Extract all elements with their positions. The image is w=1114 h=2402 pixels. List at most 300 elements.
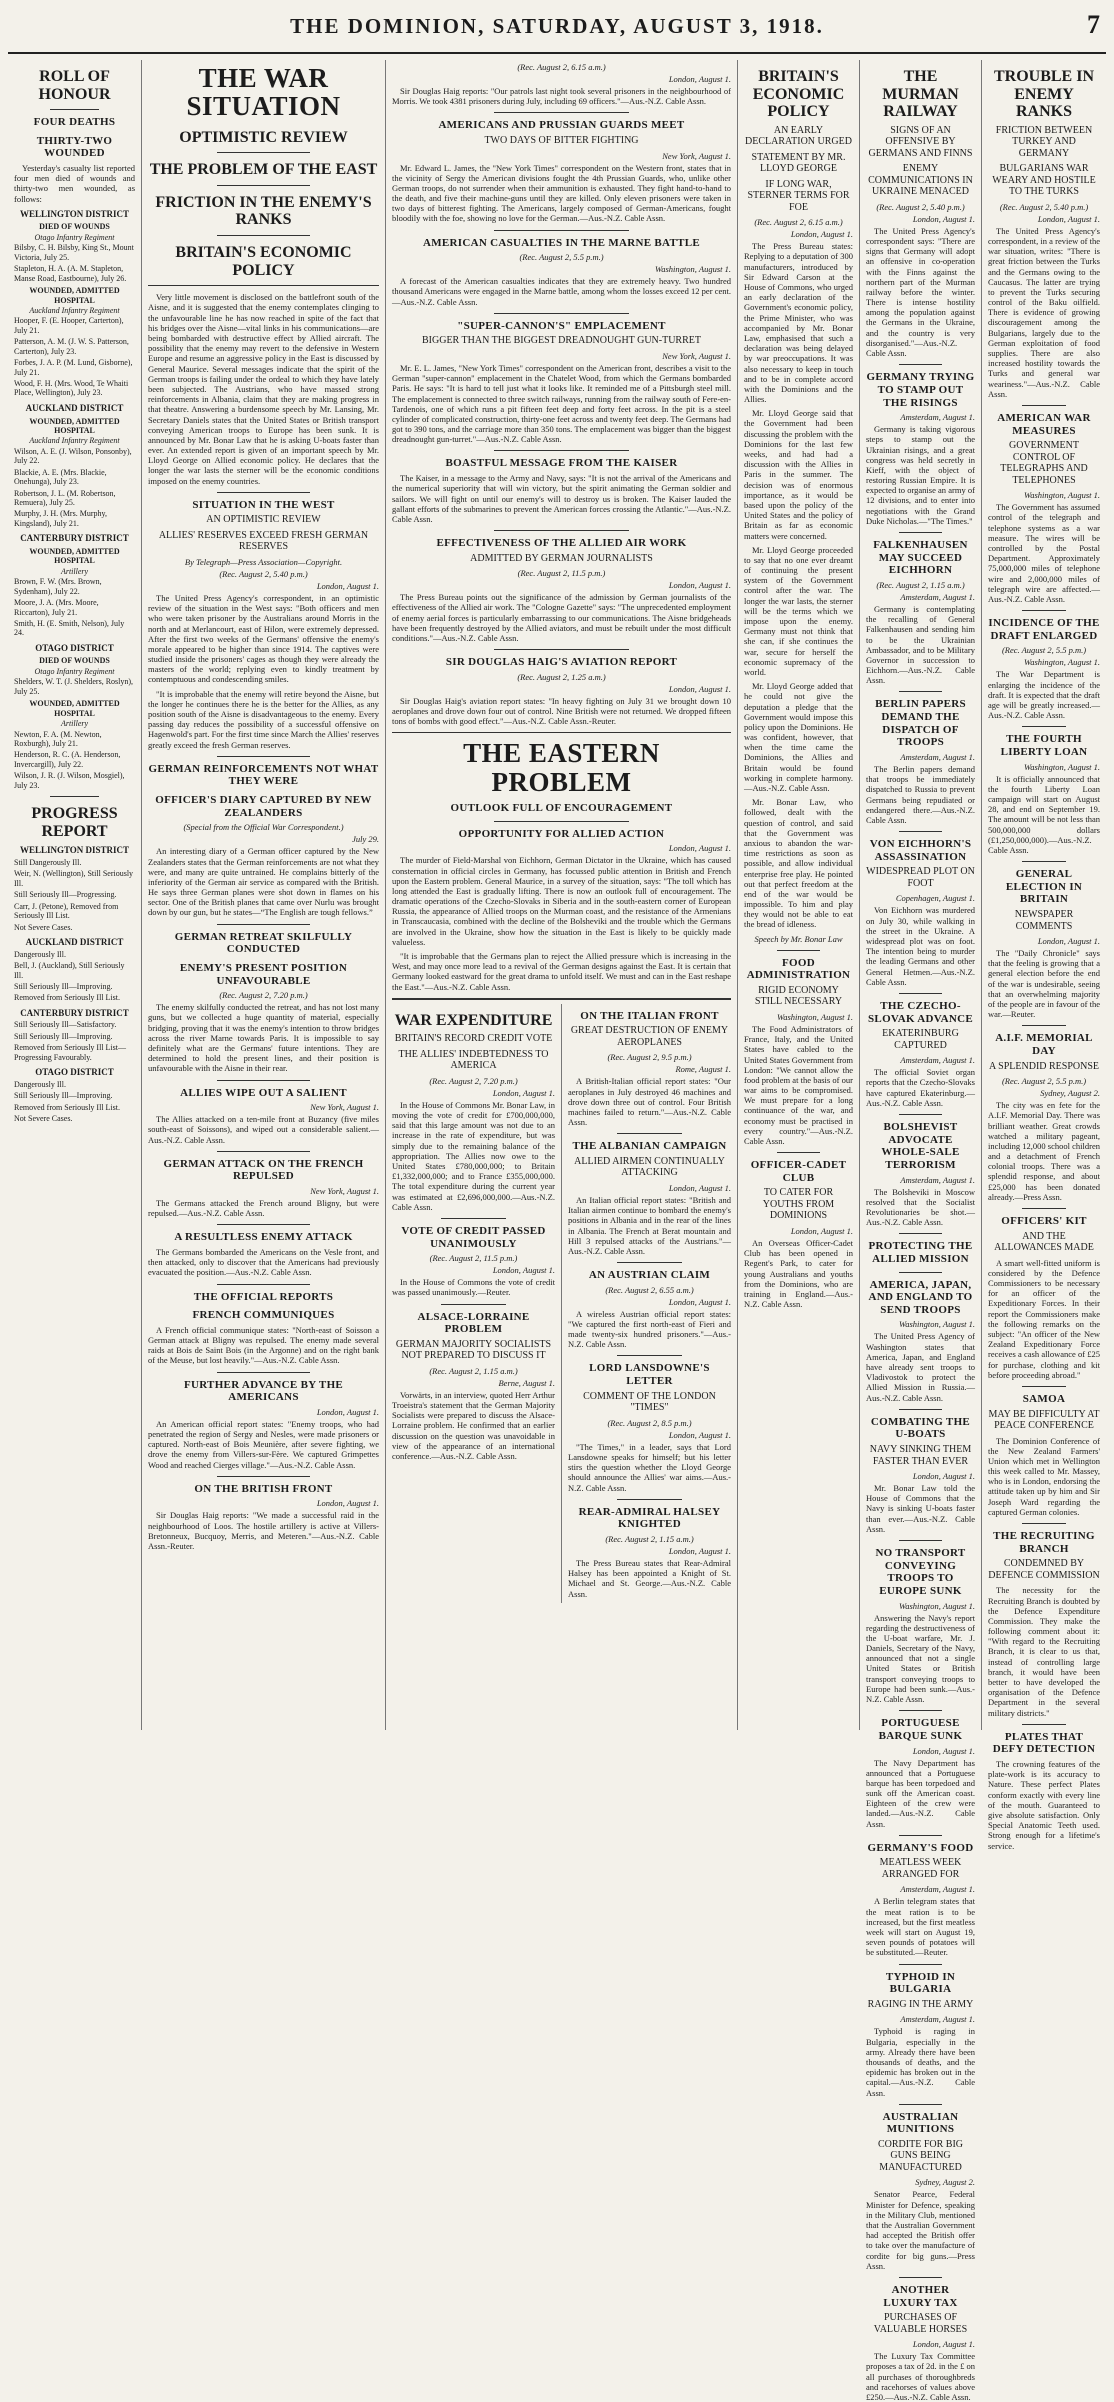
progress-entry: Removed from Seriously Ill List. <box>14 993 120 1003</box>
article-headline: AMERICAN WAR MEASURES <box>997 411 1091 437</box>
article-paragraph: It is officially announced that the fourth Liberty Loan campaign will start on August 28, and end on September 19. The amount will be not less than 500,000,000 dollars (£1,250,000,000).—Aus.-N.Z. Cable Assn. <box>988 773 1100 855</box>
article-deck: MEATLESS WEEK ARRANGED FOR <box>879 1857 962 1880</box>
category-heading: DIED OF WOUNDS <box>39 222 110 232</box>
article-dateline: New York, August 1. <box>310 1186 379 1196</box>
category-heading: WOUNDED, ADMITTED HOSPITAL <box>29 546 120 566</box>
casualty-entry: Murphy, J. H. (Mrs. Murphy, Kingsland), July 21. <box>14 509 107 528</box>
casualty-entry: Wilson, J. R. (J. Wilson, Mosgiel), July 23. <box>14 771 125 790</box>
progress-entry: Still Seriously Ill—Progressing. <box>14 890 117 900</box>
article-deck: FRICTION BETWEEN TURKEY AND GERMANY <box>995 124 1093 159</box>
article-paragraph: Mr. Lloyd George proceeded to say that no one ever dreamt of continuing the present system of the Government control after the war. The longer the war lasts, the sterner will be the terms which we impose upon the enemy. Germany must not think that she can, if she continues the war, secure for herself the economic supremacy of the world. <box>744 544 853 677</box>
article-dateline: Washington, August 1. <box>898 1319 975 1330</box>
article-dateline: London, August 1. <box>492 1087 555 1098</box>
unit-heading: Auckland Infantry Regiment <box>29 436 120 446</box>
article-dateline: London, August 1. <box>912 1745 975 1756</box>
article-dateline: London, August 1. <box>790 1225 853 1236</box>
article-deck: EKATERINBURG CAPTURED <box>882 1028 959 1051</box>
article-paragraph: A British-Italian official report states: "Our aeroplanes in July destroyed 46 machines and drove down three out of control. Four British machines failed to return."—Aus.-N.Z. Cable Assn. <box>568 1076 731 1128</box>
divider-rule <box>217 492 309 493</box>
article-source: (Rec. August 2, 5.5 p.m.) <box>1001 1076 1087 1087</box>
article-headline: SAMOA <box>1022 1392 1066 1405</box>
article-headline: ALLIES WIPE OUT A SALIENT <box>180 1086 347 1099</box>
article-source: (Rec. August 2, 5.40 p.m.) <box>999 201 1089 212</box>
divider-rule <box>1022 405 1067 406</box>
lead-deck: OPTIMISTIC REVIEW <box>179 128 348 146</box>
article-headline: AMERICANS AND PRUSSIAN GUARDS MEET <box>438 119 685 132</box>
article-paragraph: "The Times," in a leader, says that Lord Lansdowne speaks for himself; but his letter stirs the question whether the Lloyd George should announce the Allies' war aims.—Aus.-N.Z. Cable Assn. <box>568 1441 731 1493</box>
divider-rule <box>899 1540 943 1541</box>
divider-rule <box>494 450 630 451</box>
divider-rule <box>899 993 943 994</box>
article-deck: TWO DAYS OF BITTER FIGHTING <box>484 135 639 147</box>
divider-rule <box>617 1355 682 1356</box>
progress-entry: Still Seriously Ill—Improving. <box>14 1031 113 1041</box>
unit-heading: Auckland Infantry Regiment <box>29 305 120 315</box>
article-deck: CONDEMNED BY DEFENCE COMMISSION <box>988 1558 1100 1581</box>
article-paragraph: Mr. Bonar Law, who followed, dealt with the question of control, and said that the Government was anxious to abandon the war-time restrictions as soon as possible, and allow individual enterprise free play. He pointed out that perfect freedom at the end of the war would be impossible. To him and play they would not be able to eat the bread of idleness. <box>744 797 853 930</box>
article-headline: THE RECRUITING BRANCH <box>993 1530 1095 1555</box>
divider-rule <box>777 1152 821 1153</box>
category-heading: WOUNDED, ADMITTED HOSPITAL <box>29 699 120 718</box>
article-headline: AUSTRALIAN MUNITIONS <box>882 2110 959 2136</box>
lead-summary: Very little movement is disclosed on the battlefront south of the Aisne, and it is suggested that the enemy contemplates clinging to the unfavourable line he has now reached in spite of the fact that his bridges over the Aisne—vital links in his communications—are being bombarded with destructive effect by Allied aircraft. The possibility that the enemy may revert to the defensive in Western Europe and resume an aggressive policy in the East is discussed by General Maurice. Several messages indicate that the spirit of the German troops is failing under the ordeal to which they have lately been subjected. The Austrians, who have massed strong reinforcements in Albania, claim that they are making progress in that theatre. Answering a burdensome speech by Mr. Lansing, Mr. Secretary Daniels states that the United States or British transport conveying American troops to Europe has been sunk. It is announced by Mr. Bonar Law that he is asking U-boats faster than ever. An extended report is given of an important speech by Mr. Lloyd George on Allied economic policy. He declares that the longer the war lasts the sterner will be the economic conditions imposed on the enemy countries. <box>148 292 379 486</box>
article-dateline: Sydney, August 2. <box>915 2177 975 2188</box>
article-headline: GERMANY TRYING TO STAMP OUT THE RISINGS <box>866 371 975 409</box>
article-paragraph: The Navy Department has announced that a Portuguese barque has been torpedoed and sunk off the American coast. Eighteen of the crew were landed.—Aus.-N.Z. Cable Assn. <box>866 1757 975 1829</box>
divider-rule <box>1022 1386 1067 1387</box>
casualty-entry: Wilson, A. E. (J. Wilson, Ponsonby), July 22. <box>14 446 132 466</box>
district-heading: CANTERBURY DISTRICT <box>20 533 129 544</box>
article-dateline: Copenhagen, August 1. <box>895 893 975 904</box>
article-dateline: London, August 1. <box>1037 936 1100 947</box>
progress-entry: Still Seriously Ill—Improving. <box>14 1091 113 1101</box>
article-deck: A SPLENDID RESPONSE <box>988 1060 1100 1072</box>
article-paragraph: Sir Douglas Haig's aviation report states: "In heavy fighting on July 31 we brought down 10 aeroplanes and drove down four out of control. Nine British were not returned. We dropped fifteen tons of bombs with good effect."—Aus.-N.Z. Cable Assn.-Reuter. <box>392 695 731 727</box>
article-headline: BRITAIN'S ECONOMIC POLICY <box>752 68 845 121</box>
column-enemy-ranks <box>982 60 1106 1851</box>
article-source: (Rec. August 2, 7.20 p.m.) <box>429 1075 518 1086</box>
unit-heading: Artillery <box>60 719 89 729</box>
article-paragraph: The official Soviet organ reports that the Czecho-Slovaks have captured Ekaterinburg.—Aus.-N.Z. Cable Assn. <box>866 1067 975 1108</box>
article-headline: GERMAN ATTACK ON THE FRENCH REPULSED <box>163 1157 364 1183</box>
divider-rule <box>217 1080 309 1081</box>
casualty-entry: Hooper, F. (E. Hooper, Carterton), July 21. <box>14 316 124 335</box>
divider-rule <box>50 109 98 110</box>
article-paragraph: The Government has assumed control of the telegraph and telephone systems as a war measure. The wires will be controlled by the Postal Department. Approximately 75,000,000 miles of telephone wire and 2,000,000 miles of telegraph wire are affected.—Aus.-N.Z. Cable Assn. <box>988 502 1100 604</box>
article-source: (Rec. August 2, 1.15 a.m.) <box>876 579 965 590</box>
article-deck: AN OPTIMISTIC REVIEW <box>206 514 321 526</box>
article-deck: OPPORTUNITY FOR ALLIED ACTION <box>458 827 665 840</box>
column-roll-of-honour <box>8 60 142 1730</box>
article-source: (Rec. August 2, 8.5 p.m.) <box>607 1417 692 1428</box>
article-dateline: New York, August 1. <box>662 150 731 161</box>
article-paragraph: The Press Bureau points out the significance of the admission by German journalists of the effectiveness of the Allied air work. The "Cologne Gazette" says: "The unprecedented employment of enemy aerial forces is particularly embarrassing to our communications. The Aisne bridgeheads have been frequently destroyed by the Allied aviators, and must be rebuilt under the most difficult conditions."—Aus.-N.Z. Cable Assn. <box>392 592 731 643</box>
section-subtitle: THIRTY-TWO WOUNDED <box>36 134 113 160</box>
article-headline: THE CZECHO-SLOVAK ADVANCE <box>868 999 973 1025</box>
article-source: By Telegraph—Press Association—Copyright. <box>184 556 343 567</box>
divider-rule <box>617 1262 682 1263</box>
article-headline: TYPHOID IN BULGARIA <box>885 1970 956 1996</box>
article-dateline: Amsterdam, August 1. <box>900 1884 975 1895</box>
progress-entry: Dangerously Ill. <box>14 1079 66 1089</box>
column-war-situation <box>142 60 386 1730</box>
article-dateline: London, August 1. <box>1037 213 1100 224</box>
casualty-entry: Smith, H. (E. Smith, Nelson), July 24. <box>14 619 125 638</box>
article-headline: GERMAN REINFORCEMENTS NOT WHAT THEY WERE <box>148 762 379 788</box>
article-deck: PURCHASES OF VALUABLE HORSES <box>873 2312 968 2335</box>
article-paragraph: The necessity for the Recruiting Branch is doubted by the Defence Expenditure Commission. They make the following comment about it: "With regard to the Recruiting Branch, it is clear to us that, instead of controlling large branch, it would have been better to have developed the organisation of the Defence Department in the several military districts." <box>988 1585 1100 1718</box>
lead-deck: BRITAIN'S ECONOMIC POLICY <box>175 244 352 279</box>
article-source: (Rec. August 2, 5.40 p.m.) <box>876 201 965 212</box>
article-deck: WIDESPREAD PLOT ON FOOT <box>866 866 975 889</box>
article-headline: SIR DOUGLAS HAIG'S AVIATION REPORT <box>445 656 678 669</box>
divider-rule <box>899 1710 943 1711</box>
lead-headline: THE WAR SITUATION <box>186 63 341 122</box>
category-heading: WOUNDED, ADMITTED HOSPITAL <box>29 416 120 435</box>
casualty-entry: Newton, F. A. (M. Newton, Roxburgh), July 21. <box>14 729 102 748</box>
category-heading: WOUNDED, ADMITTED HOSPITAL <box>29 286 120 305</box>
article-paragraph: The War Department is enlarging the incidence of the draft. It is expected that the draft age will be greatly increased.—Aus.-N.Z. Cable Assn. <box>988 669 1100 721</box>
divider-rule <box>1022 1724 1067 1725</box>
article-paragraph: Mr. E. L. James, "New York Times" correspondent on the American front, describes a visit to the German "super-cannon" emplacement in the Chatelet Wood, from which the Germans bombarded Paris. He says: "It is hard to tell just what it looks like. It reminded me of a Pittsburgh steel mill. The emplacement is connected to three switch railways, running from the railway south of Fere-en-Tardenois, one of which runs a pit fifteen feet deep and forty feet across. In the pit is a steel cylinder of complicated construction, thirty-one feet across and twenty feet deep. The Germans had got to 390 tons, and the carriage more than 350 tons. The emplacement was bigger than the biggest dreadnought gun-turret."—Aus.-N.Z. Cable Assn. <box>392 362 731 445</box>
divider-rule <box>899 1409 943 1410</box>
column-murman-railway <box>860 60 982 2402</box>
article-headline: THE ALBANIAN CAMPAIGN <box>572 1140 727 1153</box>
article-headline: OFFICER-CADET CLUB <box>750 1159 847 1184</box>
article-paragraph: Mr. Edward L. James, the "New York Times" correspondent on the Western front, states that in the vicinity of Sergy the American divisions fought the 4th Prussian Guards, who, unlike other German troops, do not surrender when their ammunition is exhausted. They fight hand-to-hand to the death, and five their machine-guns until they are killed. Only eleven prisoners were taken in two days of bitterest fighting. The Americans, largely composed of German-Americans, fought bloodily with the foe, showing no love for the German.—Aus.-N.Z. Cable Assn. <box>392 162 731 224</box>
article-dateline: London, August 1. <box>668 1182 731 1193</box>
article-headline: OFFICERS' KIT <box>1001 1215 1087 1228</box>
casualty-entry: Robertson, J. L. (M. Robertson, Remuera), July 25. <box>14 488 116 508</box>
article-paragraph: The Luxury Tax Committee proposes a tax of 2d. in the £ on all purchases of thoroughbreds and racehorses of values above £250.—Aus.-N.Z. Cable Assn. <box>866 2351 975 2402</box>
article-deck: BIGGER THAN THE BIGGEST DREADNOUGHT GUN-TURRET <box>422 335 701 347</box>
divider-rule <box>899 2104 943 2105</box>
progress-entry: Still Seriously Ill—Improving. <box>14 981 113 991</box>
article-dateline: Washington, August 1. <box>1023 490 1100 501</box>
article-dateline: London, August 1. <box>912 2339 975 2350</box>
article-paragraph: Mr. Bonar Law told the House of Commons that the Navy is sinking U-boats faster than ever.—Aus.-N.Z. Cable Assn. <box>866 1483 975 1534</box>
article-dateline: New York, August 1. <box>310 1102 379 1113</box>
article-paragraph: Mr. Lloyd George added that he could not give the deputation a pledge that the Government would impose this policy upon the Dominions. He was confident, however, that when the time came the Dominions, the Allies and Britain would be found working in complete harmony.—Aus.-N.Z. Cable Assn. <box>744 681 853 794</box>
article-paragraph: The Bolsheviki in Moscow resolved that the Socialist Revolutionaries be shot.—Aus.-N.Z. Cable Assn. <box>866 1186 975 1228</box>
article-paragraph: An interesting diary of a German officer captured by the New Zealanders states that the German reinforcements are not what they were, and many are quite untrained. He complains bitterly of the inferiority of the German air service as compared with the British. He says three German planes were shot down in flames on his sector. One of the British planes that came over Nurlu was brought down by our gun, but he states—“The English are tough fellows.” <box>148 846 379 918</box>
article-dateline: Washington, August 1. <box>1023 761 1100 772</box>
divider-rule <box>217 924 309 925</box>
divider-rule <box>217 756 309 757</box>
article-headline: BOLSHEVIST ADVOCATE WHOLE-SALE TERRORISM <box>881 1120 960 1171</box>
article-deck: GERMAN MAJORITY SOCIALISTS NOT PREPARED TO DISCUSS IT <box>395 1338 552 1362</box>
article-source: (Special from the Official War Correspondent.) <box>183 822 344 833</box>
article-headline: AMERICAN CASUALTIES IN THE MARNE BATTLE <box>422 236 701 249</box>
section-subtitle: FOUR DEATHS <box>33 116 116 129</box>
article-deck: MAY BE DIFFICULTY AT PEACE CONFERENCE <box>988 1408 1100 1432</box>
article-deck: SIGNS OF AN OFFENSIVE BY GERMANS AND FINNS <box>868 124 973 159</box>
article-source: (Rec. August 2, 1.15 a.m.) <box>605 1533 694 1544</box>
divider-rule <box>217 1224 309 1225</box>
article-paragraph: In the House of Commons Mr. Bonar Law, in moving the vote of credit for £700,000,000, said that this large amount was not due to an increase in the rate of expenditure, but was simply due to the remaining balance of the appropriation. The Allies now owe to the United States £780,000,000; to Britain £1,332,000,000; and to France £355,000,000. The total expenditure during the current year was estimated at £2,696,000,000.—Aus.-N.Z. Cable Assn. <box>392 1099 555 1212</box>
divider-rule <box>217 185 309 186</box>
article-headline: PLATES THAT DEFY DETECTION <box>992 1730 1096 1756</box>
article-deck: BULGARIANS WAR WEARY AND HOSTILE TO THE TURKS <box>992 163 1096 198</box>
article-deck: AND THE ALLOWANCES MADE <box>994 1230 1094 1254</box>
eastern-problem-headline: THE EASTERN PROBLEM <box>463 738 660 797</box>
article-dateline: Washington, August 1. <box>776 1011 853 1022</box>
article-paragraph: The "Daily Chronicle" says that the feeling is growing that a general election before the end of the war is undesirable, seeing that an overwhelming majority of the people are in favour of the war.—Reuter. <box>988 948 1100 1020</box>
divider-rule <box>1022 1208 1067 1209</box>
article-headline: OFFICER'S DIARY CAPTURED BY NEW ZEALANDERS <box>155 794 372 819</box>
casualty-entry: Bilsby, C. H. Bilsby, King St., Mount Victoria, July 25. <box>14 243 134 262</box>
article-dateline: Amsterdam, August 1. <box>900 412 975 423</box>
divider-rule <box>217 1372 309 1373</box>
article-deck: ENEMY COMMUNICATIONS IN UKRAINE MENACED <box>868 163 973 198</box>
article-headline: INCIDENCE OF THE DRAFT ENLARGED <box>988 617 1100 642</box>
divider-rule <box>217 235 309 236</box>
divider-rule <box>777 950 821 951</box>
article-source: (Rec. August 2, 5.40 p.m.) <box>219 568 308 579</box>
divider-rule <box>50 796 98 797</box>
article-paragraph: Answering the Navy's report regarding the destructiveness of the U-boat warfare, Mr. J. Daniels, Secretary of the Navy, announced that not a single United States or British transport conveying troops to Europe had been sunk.—Aus.-N.Z. Cable Assn. <box>866 1612 975 1705</box>
article-headline: LORD LANSDOWNE'S LETTER <box>589 1362 710 1388</box>
article-dateline: Amsterdam, August 1. <box>900 752 975 762</box>
article-headline: FURTHER ADVANCE BY THE AMERICANS <box>183 1378 344 1404</box>
casualty-entry: Brown, F. W. (Mrs. Brown, Sydenham), July 22. <box>14 577 102 596</box>
article-deck: ALLIES' RESERVES EXCEED FRESH GERMAN RESERVES <box>158 529 369 553</box>
article-paragraph: Von Eichhorn was murdered on July 30, while walking in the street in the Ukraine. A widespread plot was on foot. The intention being to murder the leading Germans and other General Hetmen.—Aus.-N.Z. Cable Assn. <box>866 905 975 987</box>
article-deck: ADMITTED BY GERMAN JOURNALISTS <box>470 552 653 564</box>
article-paragraph: Germany is taking vigorous steps to stamp out the Ukrainian risings, and a great congress was held secretly in Kieff, with the object of restoring Russian Empire. It is expected to organise an army of 12 divisions, and to enter into negotiations with the Grand Duke Nicholas.—"The Times." <box>866 424 975 526</box>
divider-rule <box>899 364 943 365</box>
lead-deck: THE PROBLEM OF THE EAST <box>149 161 378 179</box>
article-paragraph: The Allies attacked on a ten-mile front at Buzancy (five miles south-east of Soissons), and wiped out a considerable salient.—Aus.-N.Z. Cable Assn. <box>148 1114 379 1145</box>
divider-rule <box>899 831 943 832</box>
article-deck: RAGING IN THE ARMY <box>867 1998 974 2010</box>
article-headline: ENEMY'S PRESENT POSITION UNFAVOURABLE <box>179 961 348 987</box>
article-headline: NO TRANSPORT CONVEYING TROOPS TO EUROPE SUNK <box>875 1546 966 1597</box>
unit-heading: Otago Infantry Regiment <box>34 666 115 676</box>
article-headline: PROTECTING THE ALLIED MISSION <box>868 1240 973 1265</box>
article-dateline: London, August 1. <box>492 1265 555 1276</box>
article-deck: COMMENT OF THE LONDON "TIMES" <box>583 1390 716 1414</box>
article-deck: STATEMENT BY MR. LLOYD GEORGE <box>751 151 846 175</box>
article-paragraph: The Press Bureau states: Replying to a deputation of 300 manufacturers, introduced by Sir Edward Carson at the House of Commons, who urged an early declaration of the Government's economic policy, the Prime Minister, who was accompanied by Mr. Bonar Law, emphasised that such a declaration was being delayed by war preoccupations. It was also necessary to keep in touch and to be in complete accord with the Dominions and the Allies. <box>744 241 853 405</box>
divider-rule <box>1022 861 1067 862</box>
category-heading: DIED OF WOUNDS <box>39 656 110 666</box>
article-paragraph: The Berlin papers demand that troops be immediately dispatched to Russia to prevent Germans being repudiated or endangered there.—Aus.-N.Z. Cable Assn. <box>866 764 975 825</box>
article-paragraph: A French official communique states: "North-east of Soisson a German attack at Bligny was repulsed. The enemy made several raids at Bois de Saint Bois (in the Argonne) and on the right bank of the Meuse, but lost heavily."—Aus.-N.Z. Cable Assn. <box>148 1324 379 1366</box>
article-paragraph: The enemy skilfully conducted the retreat, and has not lost many guns, but we collected a huge quantity of material, especially bridging, proving that it was the enemy's intention to throw bridges across the river Marne towards Paris. It is impossible to say definitely what are the Germans' future intentions. They are determined to hold the present lines, and their position is unfavourable with the Aisne in their rear. <box>148 1002 379 1074</box>
divider-rule <box>1022 1523 1067 1524</box>
progress-entry: Carr, J. (Petone), Removed from Seriously Ill List. <box>14 901 119 921</box>
article-dateline: Sydney, August 2. <box>1040 1088 1100 1099</box>
article-source: (Rec. August 2, 6.55 a.m.) <box>605 1284 694 1295</box>
divider-rule <box>617 1499 682 1500</box>
bottom-right-column <box>561 1004 731 1603</box>
article-source: (Rec. August 2, 11.5 p.m.) <box>429 1253 518 1264</box>
divider-rule <box>899 2277 943 2278</box>
article-headline: SITUATION IN THE WEST <box>192 498 335 511</box>
article-source: (Rec. August 2, 1.15 a.m.) <box>429 1365 518 1376</box>
article-deck: NAVY SINKING THEM FASTER THAN EVER <box>869 1444 972 1467</box>
progress-entry: Dangerously Ill. <box>14 949 66 959</box>
article-dateline: London, August 1. <box>912 1471 975 1482</box>
article-paragraph: The Press Bureau states that Rear-Admiral Halsey has been appointed a Knight of St. Michael and St. George.—Aus.-N.Z. Cable Assn. <box>568 1557 731 1599</box>
article-dateline: London, August 1. <box>790 229 853 240</box>
article-headline: TROUBLE IN ENEMY RANKS <box>993 68 1095 121</box>
article-paragraph: In the House of Commons the vote of credit was passed unanimously.—Reuter. <box>392 1277 555 1298</box>
district-heading: AUCKLAND DISTRICT <box>25 937 124 948</box>
article-paragraph: A wireless Austrian official report states: "We captured the first north-east of Fieri and made twenty-six hundred prisoners."—Aus.-N.Z. Cable Assn. <box>568 1308 731 1350</box>
divider-rule <box>494 821 630 822</box>
article-dateline: July 29. <box>352 834 379 845</box>
article-paragraph: The United Press Agency's correspondent says: "There are signs that Germany will adopt an offensive in co-operation with the Finns against the northern part of the Murman railway before the winter. There is intense hostility among the population against the Germans in the Ukraine, and the country is very disorganised."—Aus.-N.Z. Cable Assn. <box>866 225 975 359</box>
article-headline: PORTUGUESE BARQUE SUNK <box>878 1717 963 1742</box>
article-paragraph: A Berlin telegram states that the meat ration is to be increased, but the first meatless week will start on August 19, seven pounds of potatoes will be substituted.—Reuter. <box>866 1896 975 1958</box>
casualty-entry: Shelders, W. T. (J. Shelders, Roslyn), July 25. <box>14 677 134 696</box>
article-dateline: Washington, August 1. <box>1023 657 1100 668</box>
article-headline: FOOD ADMINISTRATION <box>746 956 851 982</box>
article-paragraph: The United Press Agency's correspondent, in a review of the war situation, writes: "There is great friction between the Turks and the Germans owing to the Caucasus. The latter are trying to prevent the Turks securing control of the Baku oilfield. There is evidence of growing discouragement among the Bulgarians, largely due to the German exploitation of food supplies. There are also increased hostility towards the Turks and general war weariness."—Aus.-N.Z. Cable Assn. <box>988 225 1100 399</box>
casualty-list <box>14 209 135 790</box>
masthead <box>8 8 1106 54</box>
lead-deck: FRICTION IN THE ENEMY'S RANKS <box>155 193 372 229</box>
bottom-split <box>392 998 731 1603</box>
article-headline: COMBATING THE U-BOATS <box>870 1415 971 1441</box>
casualty-entry: Stapleton, H. A. (A. M. Stapleton, Manse Road, Eastbourne), July 26. <box>14 264 127 283</box>
article-dateline: Amsterdam, August 1. <box>900 591 975 602</box>
article-headline: "SUPER-CANNON'S" EMPLACEMENT <box>457 319 666 332</box>
district-heading: OTAGO DISTRICT <box>35 642 114 653</box>
article-paragraph: The city was en fete for the A.I.F. Memorial Day. There was brilliant weather. Great crowds watched a military pageant, including 12,000 school children and a detachment of French colonial troops. There was a splendid response, and about £25,000 has been donated already.—Press Assn. <box>988 1100 1100 1202</box>
article-paragraph: An Overseas Officer-Cadet Club has been opened in Regent's Park, to cater for young Australians and youths from the Dominions, who are training in England.—Aus.-N.Z. Cable Assn. <box>744 1237 853 1310</box>
article-headline: EFFECTIVENESS OF THE ALLIED AIR WORK <box>436 537 687 550</box>
divider-rule <box>217 152 309 153</box>
divider-rule <box>1022 726 1067 727</box>
article-deck: GREAT DESTRUCTION OF ENEMY AEROPLANES <box>570 1025 729 1048</box>
article-dateline: New York, August 1. <box>662 350 731 361</box>
progress-entry: Removed from Seriously Ill List—Progressing Favourably. <box>14 1043 126 1062</box>
article-dateline: London, August 1. <box>316 1498 379 1509</box>
article-deck: RIGID ECONOMY STILL NECESSARY <box>754 984 843 1008</box>
article-headline: FALKENHAUSEN MAY SUCCEED EICHHORN <box>873 539 968 577</box>
district-heading: WELLINGTON DISTRICT <box>19 845 130 856</box>
article-deck: OUTLOOK FULL OF ENCOURAGEMENT <box>450 802 673 815</box>
article-headline: A.I.F. MEMORIAL DAY <box>995 1032 1093 1057</box>
article-dateline: London, August 1. <box>316 580 379 591</box>
article-dateline: Washington, August 1. <box>654 264 731 275</box>
article-headline: THE OFFICIAL REPORTS <box>193 1290 334 1303</box>
article-dateline: Washington, August 1. <box>898 1600 975 1611</box>
article-paragraph: The Germans bombarded the Americans on the Vesle front, and then attacked, only to discover that the Americans had previously evacuated the position.—Aus.-N.Z. Cable Assn. <box>148 1247 379 1278</box>
article-headline: AN AUSTRIAN CLAIM <box>588 1269 711 1282</box>
article-paragraph: The United Press Agency's correspondent, in an optimistic review of the situation in the West says: "Both officers and men who were taken prisoner by the Australians around Morris in the north and at Merlancourt, east of Hilon, were extremely depressed. After the first two weeks of the Germans' offensive the enemy's morale appeared to be higher than since 1914. The captives were studied inside the prisoners' cages as though they were already the masters of the world; replying even to kindly treatment by contemptuous and condescending smiles. <box>148 592 379 685</box>
divider-rule <box>494 530 630 531</box>
article-paragraph: The United Press Agency of Washington states that America, Japan, and England have already sent troops to Vladivostok to protect the Allied Mission in Russia.—Aus.-N.Z. Cable Assn. <box>866 1331 975 1403</box>
article-dateline: London, August 1. <box>668 1296 731 1307</box>
article-source: (Rec. August 2, 6.15 a.m.) <box>517 62 606 72</box>
casualty-entry: Forbes, J. A. P. (M. Lund, Gisborne), July 21. <box>14 358 133 377</box>
article-paragraph: Vorwärts, in an interview, quoted Herr Arthur Troeistra's statement that the German Majority Socialists were prepared to discuss the Alsace-Lorraine problem. He confirmed that an earlier discussion on the question was unavoidable in view of the appearance of an international conference.—Aus.-N.Z. Cable Assn. <box>392 1389 555 1461</box>
divider-rule <box>441 1218 506 1219</box>
article-paragraph: Germany is contemplating the recalling of General Falkenhausen and sending him to be the Ukrainian Ambassador, and to be Military Governor in succession to Eichhorn.—Aus.-N.Z. Cable Assn. <box>866 603 975 686</box>
article-deck: CORDITE FOR BIG GUNS BEING MANUFACTURED <box>877 2138 963 2173</box>
district-heading: OTAGO DISTRICT <box>35 1067 114 1078</box>
bottom-left-column <box>392 1004 555 1603</box>
progress-entry: Not Severe Cases. <box>14 1114 73 1124</box>
article-headline: ON THE BRITISH FRONT <box>194 1482 333 1495</box>
article-headline: FRENCH COMMUNIQUES <box>192 1309 335 1322</box>
article-dateline: London, August 1. <box>668 1429 731 1440</box>
article-source: (Rec. August 2, 7.20 p.m.) <box>219 990 308 1001</box>
article-dateline: London, August 1. <box>668 74 731 84</box>
progress-entry: Still Seriously Ill—Satisfactory. <box>14 1020 117 1030</box>
district-heading: CANTERBURY DISTRICT <box>20 1007 129 1018</box>
unit-heading: Otago Infantry Regiment <box>34 232 115 242</box>
divider-rule <box>494 230 630 231</box>
casualty-entry: Patterson, A. M. (J. W. S. Patterson, Carterton), July 23. <box>14 337 129 356</box>
article-deck: ALLIED AIRMEN CONTINUALLY ATTACKING <box>574 1155 725 1179</box>
column-war-news <box>386 60 738 1730</box>
article-paragraph: An Italian official report states: "British and Italian airmen continue to bombard the enemy's positions in Albania and in the rear of the lines in Albania. The French at Berat mountain and Hill 3 repulsed attacks of the Austrians."—Aus.-N.Z. Cable Assn. <box>568 1194 731 1256</box>
article-dateline: London, August 1. <box>668 1545 731 1556</box>
article-paragraph: The Germans attacked the French around Bligny, but were repulsed.—Aus.-N.Z. Cable Assn. <box>148 1198 379 1219</box>
section-title: ROLL OF HONOUR <box>38 68 111 103</box>
casualty-entry: Henderson, R. C. (A. Henderson, Invercargill), July 22. <box>14 750 121 769</box>
article-headline: THE MURMAN RAILWAY <box>882 68 959 121</box>
article-headline: GERMAN RETREAT SKILFULLY CONDUCTED <box>174 930 353 956</box>
article-paragraph: Sir Douglas Haig reports: "We made a successful raid in the neighbourhood of Loos. The hostile artillery is active at Villers-Bretonneux, Bucquoy, Merris, and Meteren."—Aus.-N.Z. Cable Assn.-Reuter. <box>148 1510 379 1552</box>
article-dateline: London, August 1. <box>668 843 731 854</box>
article-dateline: London, August 1. <box>316 1406 379 1417</box>
divider-rule <box>899 1964 943 1965</box>
speech-label: Speech by Mr. Bonar Law <box>754 933 843 944</box>
article-dateline: London, August 1. <box>912 213 975 224</box>
article-headline: ALSACE-LORRAINE PROBLEM <box>417 1310 530 1336</box>
article-source: (Rec. August 2, 6.15 a.m.) <box>754 217 843 228</box>
article-paragraph: Mr. Lloyd George said that the Government had been discussing the problem with the Dominions for the last few weeks, and had had a discussion with the Allies in Paris in the summer. The decision was of enormous importance, as it would be based upon the policy of the United States and the policy of Britain as far as economic matters were concerned. <box>744 408 853 541</box>
article-deck: NEWSPAPER COMMENTS <box>1014 909 1074 932</box>
article-paragraph: Typhoid is raging in Bulgaria, especially in the army. Already there have been thousands of deaths, and the epidemic has broken out in the capital.—Aus.-N.Z. Cable Assn. <box>866 2026 975 2098</box>
divider-rule <box>392 732 731 733</box>
article-deck: TO CATER FOR YOUTHS FROM DOMINIONS <box>762 1187 835 1222</box>
article-source: (Rec. August 2, 9.5 p.m.) <box>607 1052 692 1063</box>
progress-entry: Not Severe Cases. <box>14 922 73 932</box>
article-headline: VON EICHHORN'S ASSASSINATION <box>869 838 972 863</box>
article-headline: THE FOURTH LIBERTY LOAN <box>1000 733 1088 758</box>
divider-rule <box>217 1284 309 1285</box>
divider-rule <box>217 1476 309 1477</box>
article-paragraph: The Food Administrators of France, Italy, and the United States have cabled to the United States Government from London: "We cannot allow the food problem at the basis of our war aims to be compromised. We must prepare for a long continuance of the war, and economy must be practised in every country."—Aus.-N.Z. Cable Assn. <box>744 1023 853 1146</box>
article-dateline: Amsterdam, August 1. <box>900 1174 975 1185</box>
article-paragraph: Senator Pearce, Federal Minister for Defence, speaking in the Military Club, mentioned that the Australian Government had accepted the British offer to take over the manufacture of cordite for big guns.—Press Assn. <box>866 2189 975 2271</box>
intro-paragraph: Yesterday's casualty list reported four men died of wounds and thirty-two men wounded, as follows: <box>14 163 135 204</box>
article-headline: GENERAL ELECTION IN BRITAIN <box>1005 868 1083 906</box>
article-headline: VOTE OF CREDIT PASSED UNANIMOUSLY <box>401 1224 546 1250</box>
column-economic-policy <box>738 60 860 1730</box>
divider-rule <box>1022 1025 1067 1026</box>
article-deck: IF LONG WAR, STERNER TERMS FOR FOE <box>747 178 850 213</box>
dateline: THE DOMINION, SATURDAY, AUGUST 3, 1918. <box>290 14 824 38</box>
divider-rule <box>148 285 379 286</box>
article-headline: WAR EXPENDITURE <box>394 1011 553 1029</box>
progress-entry: Still Dangerously Ill. <box>14 857 82 867</box>
article-paragraph: "It is improbable that the enemy will retire beyond the Aisne, but the longer he continues there he is the better for the Allies, as any position south of the Aisne is disadvantageous to the enemy. Every passing day reduces the possibility of a successful offensive on Hagenwold's part. For the first time since March the Allies' reserves greatly exceed the fresh German reserves. <box>148 688 379 750</box>
article-headline: BERLIN PAPERS DEMAND THE DISPATCH OF TROOPS <box>875 698 966 749</box>
casualty-entry: Wood, F. H. (Mrs. Wood, Te Whaiti Place, Wellington), July 23. <box>14 379 129 398</box>
article-paragraph: A forecast of the American casualties indicates that they are extremely heavy. Two hundred thousand Americans were engaged in the Marne battle, among whom the losses exceed 12 per cent.—Aus.-N.Z. Cable Assn. <box>392 276 731 307</box>
article-paragraph: An American official report states: "Enemy troops, who had penetrated the region of Sergy and Nesles, were made prisoners or captured. North-east of Bois Meunière, after severe fighting, we drove the enemy from Villers-sur-Fère. We captured Grimpettes Wood and reached Cierges village."—Aus.-N.Z. Cable Assn. <box>148 1418 379 1470</box>
progress-entry: Bell, J. (Auckland), Still Seriously Ill. <box>14 961 125 980</box>
divider-rule <box>494 649 630 650</box>
